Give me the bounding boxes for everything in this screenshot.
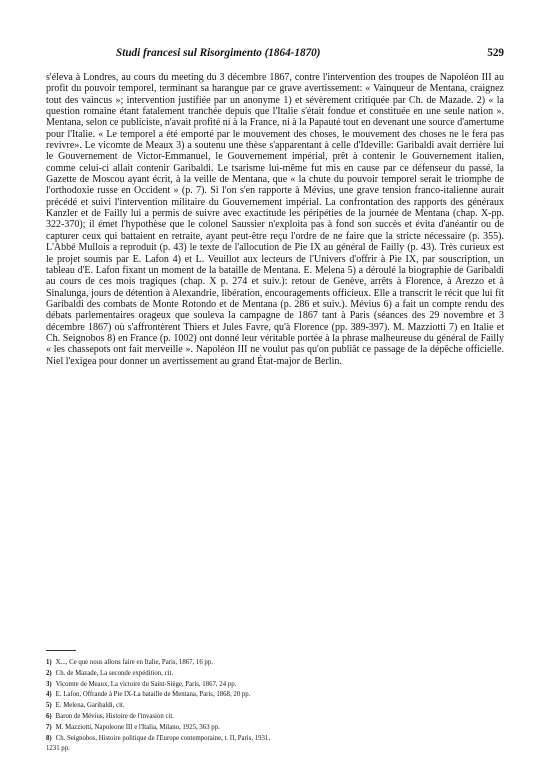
footnote-2 xyxy=(46,669,504,680)
footnotes-list xyxy=(46,658,504,755)
footnote-mark: 3) xyxy=(46,680,52,688)
page-number: 529 xyxy=(487,47,504,59)
footnote-text: Baron de Mévius, Histoire de l'invasion cit. xyxy=(55,712,174,720)
body-paragraph: s'éleva à Londres, au cours du meeting du 3 décembre 1867, contre l'intervention des troupes de Napoléon III au profit du pouvoir temporel, terminant sa harangue par ce grave avertissement: « Vainqueur de Mentana, craignez tout des vaincus »; intervention justifiée par un anonyme 1) et sévèrement critiquée par Ch. de Mazade. 2) « la question romaine étant fatalement tranchée depuis que l'Italie s'était fondue et constituée en une seule nation ». Mentana, selon ce publiciste, n'avait profité ni à la France, ni à la Papauté tout en devenant une source d'amertume pour l'Italie. « Le temporel a été emporté par le mouvement des choses, le mouvement des choses ne le fera pas revivre». Le vicomte de Meaux 3) a soutenu une thèse s'apparentant à celle d'Ideville: Garibaldi avait derrière lui le Gouvernement de Victor-Emmanuel, le Gouvernement impérial, prêt à contenir le Gouvernement italien, comme celui-ci allait contenir Garibaldi. Le tsarisme lui-même fut mis en cause par ce défenseur du passé, la Gazette de Moscou ayant écrit, à la veille de Mentana, que « la chute du pouvoir temporel serait le triomphe de l'orthodoxie russe en Occident » (p. 7). Si l'on s'en rapporte à Mévius, une grave tension franco-italienne aurait précédé et suivi l'intervention militaire du Gouvernement impérial. La confrontation des rapports des généraux Kanzler et de Failly lui a permis de suivre avec exactitude les péripéties de la journée de Mentana (chap. X-pp. 322-370); il émet l'hypothèse que le colonel Saussier n'exploita pas à fond son succès et évita d'anéantir ou de capturer ceux qui battaient en retraite, ayant peut-être reçu l'ordre de ne faire que la stricte nécessaire (p. 355). L'Abbé Mullois a reproduit (p. 43) le texte de l'allocution de Pie IX au général de Failly (p. 43). Très curieux est le projet soumis par E. Lafon 4) et L. Veuillot aux lecteurs de l'Univers d'offrir à Pie IX, par souscription, un tableau d'E. Lafon fixant un moment de la bataille de Mentana. E. Melena 5) a déroulé la biographie de Garibaldi au cours de ces mois tragiques (chap. X p. 274 et suiv.): retour de Genève, arrêts à Florence, à Arezzo et à Sinalunga, jours de détention à Alexandrie, libération, encouragements officieux. Elle a transcrit le récit que lui fit Garibaldi des combats de Monte Rotondo et de Mentana (p. 286 et suiv.). Mévius 6) a fait un compte rendu des débats parlementaires orageux que souleva la campagne de 1867 tant à Paris (séances des 29 novembre et 3 décembre 1867) où s'affrontèrent Thiers et Jules Favre, qu'à Florence (pp. 389-397). M. Mazziotti 7) en Italie et Ch. Seignobos 8) en France (p. 1002) ont donné leur véritable portée à la phrase malheureuse du général de Failly « les chassepots ont fait merveille ». Napoléon III ne voulut pas qu'on publiât ce passage de la dépêche officielle. Niel l'exigea pour donner un avertissement au grand État-major de Berlin. xyxy=(46,72,504,367)
running-title: Studi francesi sul Risorgimento (1864-1870) xyxy=(116,47,321,59)
footnote-6 xyxy=(46,712,504,723)
footnote-mark: 8) xyxy=(46,734,52,742)
footnote-5 xyxy=(46,701,504,712)
footnote-mark: 4) xyxy=(46,691,52,699)
footnote-text: E. Melena, Garibaldi, cit. xyxy=(55,702,125,710)
footnote-text: Ch. Seignobos, Histoire politique de l'Europe contemporaine, t. II, Paris, 1931, xyxy=(55,734,271,742)
footnote-text: X..., Ce que nous allons faire en Italie, Paris, 1867, 16 pp. xyxy=(55,659,213,666)
footnote-text: Vicomte de Meaux, La victoire du Saint-Siège, Paris, 1867, 24 pp. xyxy=(55,680,237,688)
footnote-1 xyxy=(46,658,504,669)
body-text xyxy=(46,72,504,367)
footnote-text: 1231 pp. xyxy=(46,745,70,753)
footnote-8 xyxy=(46,734,504,745)
footnote-4 xyxy=(46,690,504,701)
footnote-8-continuation xyxy=(46,744,504,755)
footnote-mark: 5) xyxy=(46,702,52,710)
footnote-text: M. Mazziotti, Napoleone III e l'Italia, Milano, 1925, 363 pp. xyxy=(55,723,220,731)
footnote-rule xyxy=(46,650,76,651)
footnote-text: E. Lafon, Offrande à Pie IX-La bataille de Mentana, Paris, 1868, 20 pp. xyxy=(55,691,251,699)
footnote-mark: 1) xyxy=(46,659,52,666)
footnote-7 xyxy=(46,723,504,734)
footnote-mark: 7) xyxy=(46,723,52,731)
footnote-text: Ch. de Mazade, La seconde expédition, cit. xyxy=(55,669,174,677)
running-head xyxy=(116,47,504,59)
footnote-mark: 6) xyxy=(46,712,52,720)
footnote-mark: 2) xyxy=(46,669,52,677)
footnote-3 xyxy=(46,680,504,691)
